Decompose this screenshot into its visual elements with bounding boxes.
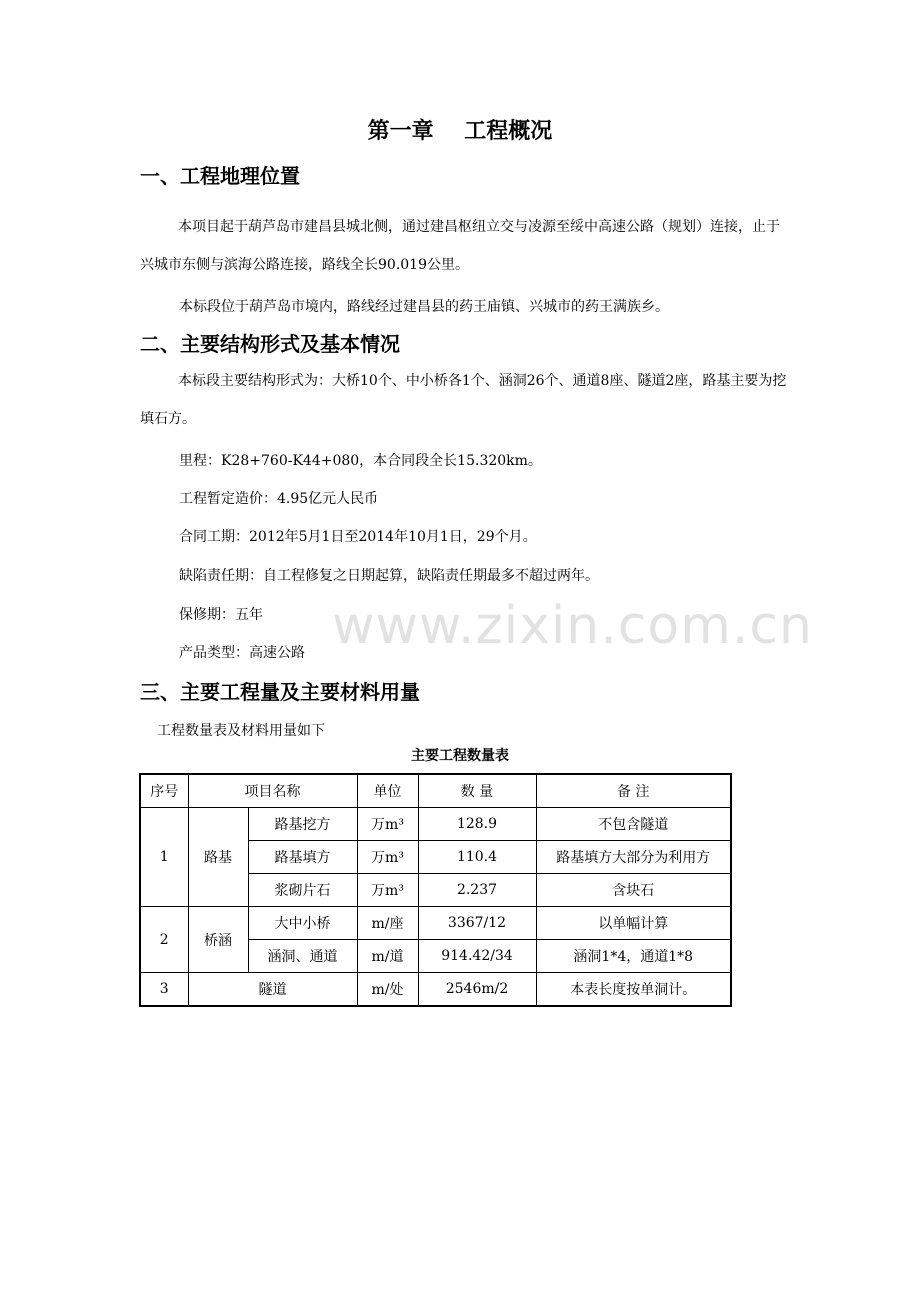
section-heading-quantities: 三、主要工程量及主要材料用量 <box>140 680 420 704</box>
paragraph-section-location: 本标段位于葫芦岛市境内，路线经过建昌县的药王庙镇、兴城市的药王满族乡。 <box>179 299 669 315</box>
cell-no: 3 <box>140 973 188 1007</box>
cell-qty: 110.4 <box>418 841 536 874</box>
paragraph-location: 本项目起于葫芦岛市建昌县城北侧，通过建昌枢纽立交与凌源至绥中高速公路（规划）连接，止于兴城市东侧与滨海公路连接，路线全长90.019公里。 <box>140 219 780 273</box>
cell-unit: 万m³ <box>357 841 418 874</box>
cell-name: 大中小桥 <box>248 907 357 940</box>
cell-note: 涵洞1*4，通道1*8 <box>536 940 731 973</box>
cell-name: 浆砌片石 <box>248 874 357 907</box>
table-intro: 工程数量表及材料用量如下 <box>157 723 325 739</box>
header-no: 序号 <box>140 774 188 808</box>
info-warranty: 保修期：五年 <box>179 607 263 623</box>
header-note: 备 注 <box>536 774 731 808</box>
cell-group: 路基 <box>188 808 248 907</box>
cell-name: 隧道 <box>188 973 357 1007</box>
chapter-title: 第一章 工程概况 <box>367 119 553 144</box>
cell-qty: 128.9 <box>418 808 536 841</box>
cell-no: 2 <box>140 907 188 973</box>
info-product: 产品类型：高速公路 <box>179 645 305 661</box>
paragraph-structure: 本标段主要结构形式为：大桥10个、中小桥各1个、涵洞26个、通道8座、隧道2座，路基主要为挖填石方。 <box>140 373 787 427</box>
cell-note: 以单幅计算 <box>536 907 731 940</box>
section-heading-structure: 二、主要结构形式及基本情况 <box>140 332 400 356</box>
cell-unit: 万m³ <box>357 808 418 841</box>
cell-note: 含块石 <box>536 874 731 907</box>
cell-note: 不包含隧道 <box>536 808 731 841</box>
info-cost: 工程暂定造价：4.95亿元人民币 <box>179 491 379 507</box>
cell-note: 本表长度按单洞计。 <box>536 973 731 1007</box>
cell-qty: 2546m/2 <box>418 973 536 1007</box>
cell-unit: m/处 <box>357 973 418 1007</box>
cell-unit: m/道 <box>357 940 418 973</box>
info-defect: 缺陷责任期：自工程修复之日期起算，缺陷责任期最多不超过两年。 <box>179 568 599 584</box>
table-row <box>140 808 731 841</box>
cell-qty: 2.237 <box>418 874 536 907</box>
cell-unit: m/座 <box>357 907 418 940</box>
cell-name: 路基挖方 <box>248 808 357 841</box>
table-title: 主要工程数量表 <box>411 748 509 764</box>
cell-no: 1 <box>140 808 188 907</box>
cell-unit: 万m³ <box>357 874 418 907</box>
table-row <box>140 973 731 1007</box>
cell-qty: 914.42/34 <box>418 940 536 973</box>
header-name: 项目名称 <box>188 774 357 808</box>
section-heading-location: 一、工程地理位置 <box>140 164 300 188</box>
cell-name: 涵洞、通道 <box>248 940 357 973</box>
table-header-row <box>140 774 731 808</box>
header-unit: 单位 <box>357 774 418 808</box>
info-period: 合同工期：2012年5月1日至2014年10月1日，29个月。 <box>179 529 537 545</box>
header-qty: 数 量 <box>418 774 536 808</box>
quantity-table <box>139 773 732 1007</box>
info-mileage: 里程：K28+760-K44+080，本合同段全长15.320km。 <box>179 453 542 469</box>
cell-qty: 3367/12 <box>418 907 536 940</box>
cell-name: 路基填方 <box>248 841 357 874</box>
cell-group: 桥涵 <box>188 907 248 973</box>
table-row <box>140 907 731 940</box>
watermark: www.zixin.com.cn <box>332 596 813 656</box>
cell-note: 路基填方大部分为利用方 <box>536 841 731 874</box>
